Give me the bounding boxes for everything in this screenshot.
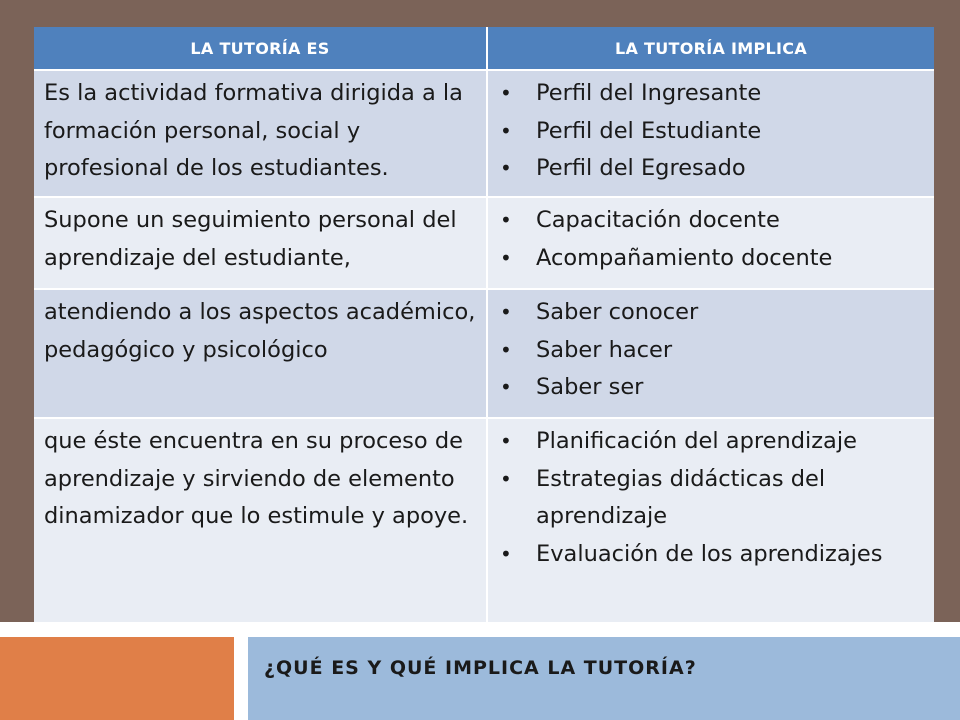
list-item-text: Saber ser — [536, 374, 644, 400]
bullet-icon: • — [500, 375, 512, 399]
bullet-icon: • — [500, 81, 512, 105]
list-item-text: Evaluación de los aprendizajes — [536, 540, 883, 567]
list-item-text: Perfil del Egresado — [536, 155, 746, 181]
slide-title: ¿QUÉ ES Y QUÉ IMPLICA LA TUTORÍA? — [264, 657, 697, 679]
table-row — [34, 289, 934, 418]
list-item — [498, 75, 930, 113]
list-item-text: Saber hacer — [536, 336, 673, 363]
list-item-text: Saber conocer — [536, 299, 699, 325]
bullet-list — [498, 75, 930, 188]
list-item — [498, 240, 930, 278]
list-item — [498, 461, 930, 536]
list-item — [498, 202, 930, 240]
table — [34, 27, 934, 624]
bullet-icon: • — [500, 118, 512, 143]
list-item-text: Capacitación docente — [536, 207, 780, 233]
list-item — [498, 113, 930, 151]
row-bullets — [487, 418, 934, 623]
table-row — [34, 197, 934, 289]
list-item — [498, 150, 930, 188]
bullet-icon: • — [500, 156, 512, 180]
bullet-icon: • — [500, 300, 512, 324]
list-item-text: Estrategias didácticas del aprendizaje — [536, 465, 826, 529]
list-item — [498, 423, 930, 461]
bullet-list — [498, 423, 930, 573]
list-item-text: Perfil del Estudiante — [536, 117, 762, 144]
table-row — [34, 70, 934, 197]
row-bullets — [487, 197, 934, 289]
bullet-icon: • — [500, 429, 512, 453]
list-item — [498, 536, 930, 574]
list-item-text: Perfil del Ingresante — [536, 80, 762, 106]
table-header-row — [34, 27, 934, 70]
row-description: Es la actividad formativa dirigida a la formación personal, social y profesional de los estudiantes. — [34, 70, 487, 197]
header-la-tutoria-implica: LA TUTORÍA IMPLICA — [487, 27, 934, 70]
bullet-icon: • — [500, 466, 512, 491]
row-bullets — [487, 289, 934, 418]
row-description: Supone un seguimiento personal del aprendizaje del estudiante, — [34, 197, 487, 289]
table-row — [34, 418, 934, 623]
footer-accent-block — [0, 637, 234, 720]
row-description: atendiendo a los aspectos académico, pedagógico y psicológico — [34, 289, 487, 418]
list-item-text: Acompañamiento docente — [536, 244, 833, 271]
list-item — [498, 369, 930, 407]
bullet-icon: • — [500, 208, 512, 232]
tutoria-table — [34, 27, 934, 608]
bullet-icon: • — [500, 337, 512, 362]
row-bullets — [487, 70, 934, 197]
header-la-tutoria-es: LA TUTORÍA ES — [34, 27, 487, 70]
row-description: que éste encuentra en su proceso de aprendizaje y sirviendo de elemento dinamizador que lo estimule y apoye. — [34, 418, 487, 623]
bullet-icon: • — [500, 245, 512, 270]
bullet-list — [498, 202, 930, 277]
list-item — [498, 294, 930, 332]
bullet-icon: • — [500, 541, 512, 566]
list-item-text: Planificación del aprendizaje — [536, 428, 857, 454]
bullet-list — [498, 294, 930, 407]
list-item — [498, 332, 930, 370]
